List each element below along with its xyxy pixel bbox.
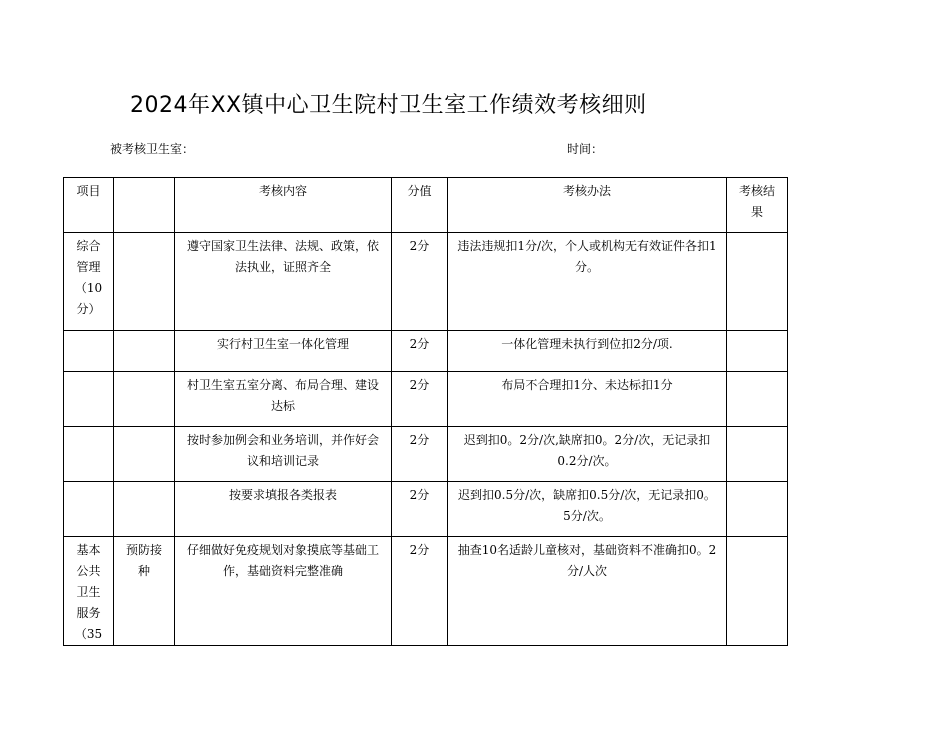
- cell-score: 2分: [392, 427, 448, 482]
- cell-content: 实行村卫生室一体化管理: [175, 331, 392, 372]
- cell-score: 2分: [392, 537, 448, 646]
- cell-result: [727, 482, 788, 537]
- cell-content: 按要求填报各类报表: [175, 482, 392, 537]
- cell-content: 村卫生室五室分离、布局合理、建设达标: [175, 372, 392, 427]
- header-subitem: [114, 178, 175, 233]
- table-row: [64, 537, 788, 646]
- table-row: [64, 482, 788, 537]
- table-row: [64, 427, 788, 482]
- header-item: 项目: [64, 178, 114, 233]
- header-score: 分值: [392, 178, 448, 233]
- cell-score: 2分: [392, 372, 448, 427]
- cell-score: 2分: [392, 331, 448, 372]
- document-title: 2024年XX镇中心卫生院村卫生室工作绩效考核细则: [130, 93, 647, 118]
- cell-subitem: [114, 482, 175, 537]
- table-row: [64, 372, 788, 427]
- cell-subitem: [114, 427, 175, 482]
- table-row: [64, 331, 788, 372]
- cell-result: [727, 233, 788, 331]
- cell-method: 布局不合理扣1分、未达标扣1分: [448, 372, 727, 427]
- cell-content: 按时参加例会和业务培训，并作好会议和培训记录: [175, 427, 392, 482]
- cell-score: 2分: [392, 233, 448, 331]
- cell-method: 迟到扣0。2分/次,缺席扣0。2分/次，无记录扣0.2分/次。: [448, 427, 727, 482]
- cell-subitem: [114, 233, 175, 331]
- table-row: [64, 233, 788, 331]
- cell-result: [727, 427, 788, 482]
- cell-method: 违法违规扣1分/次，个人或机构无有效证件各扣1分。: [448, 233, 727, 331]
- cell-item: [64, 331, 114, 372]
- cell-method: 抽查10名适龄儿童核对，基础资料不准确扣0。2分/人次: [448, 537, 727, 646]
- header-content: 考核内容: [175, 178, 392, 233]
- cell-subitem: 预防接种: [114, 537, 175, 646]
- cell-method: 一体化管理未执行到位扣2分/项.: [448, 331, 727, 372]
- cell-score: 2分: [392, 482, 448, 537]
- cell-item: 基本公共卫生服务（35: [64, 537, 114, 646]
- header-method: 考核办法: [448, 178, 727, 233]
- assessment-table: [63, 177, 788, 646]
- time-label: 时间：: [567, 142, 604, 156]
- cell-item: [64, 372, 114, 427]
- table-header-row: [64, 178, 788, 233]
- cell-subitem: [114, 372, 175, 427]
- cell-content: 仔细做好免疫规划对象摸底等基础工作，基础资料完整准确: [175, 537, 392, 646]
- cell-item: 综合管理（10分）: [64, 233, 114, 331]
- cell-result: [727, 537, 788, 646]
- cell-result: [727, 372, 788, 427]
- cell-item: [64, 427, 114, 482]
- cell-subitem: [114, 331, 175, 372]
- cell-item: [64, 482, 114, 537]
- cell-content: 遵守国家卫生法律、法规、政策，依法执业，证照齐全: [175, 233, 392, 331]
- header-result: 考核结果: [727, 178, 788, 233]
- cell-result: [727, 331, 788, 372]
- assessed-unit-label: 被考核卫生室：: [110, 142, 195, 156]
- cell-method: 迟到扣0.5分/次，缺席扣0.5分/次，无记录扣0。5分/次。: [448, 482, 727, 537]
